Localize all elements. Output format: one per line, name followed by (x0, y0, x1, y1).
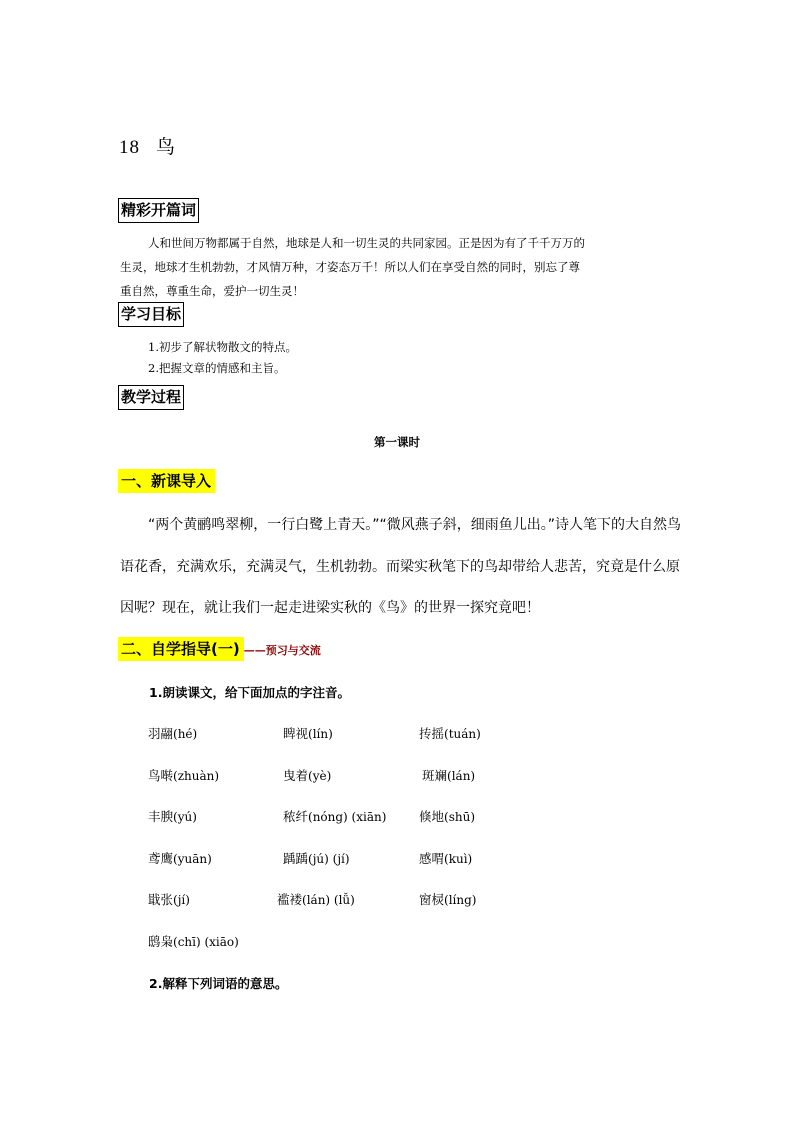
pinyin-word (419, 807, 475, 825)
pinyin-word (148, 890, 190, 908)
word-pinyin: (tuán) (444, 727, 481, 741)
part2-heading-row (118, 637, 321, 661)
word-pinyin: (yè) (308, 769, 332, 783)
pinyin-word (419, 724, 481, 742)
word-hanzi: 戢张 (148, 892, 174, 907)
word-pinyin: (hé) (173, 727, 198, 741)
word-pinyin: (nóng) (xiān) (308, 810, 387, 824)
pinyin-word (419, 849, 472, 867)
word-pinyin: (jú) (jí) (308, 852, 350, 866)
pinyin-word (148, 849, 212, 867)
task-2: 2.解释下列词语的意思。 (149, 976, 288, 991)
pinyin-word (277, 890, 355, 908)
pinyin-word (422, 766, 475, 784)
pinyin-word (283, 724, 333, 742)
section-opening-heading: 精彩开篇词 (118, 198, 199, 223)
word-hanzi: 窗棂 (419, 892, 445, 907)
word-hanzi: 睥视 (283, 726, 309, 741)
pinyin-word (148, 932, 239, 950)
word-hanzi: 倏地 (419, 809, 445, 824)
word-pinyin: (lín) (308, 727, 333, 741)
lesson-title (119, 132, 176, 159)
word-hanzi: 鸢鹰 (148, 851, 174, 866)
pinyin-word (283, 766, 331, 784)
intro-line: 人和世间万物都属于自然，地球是人和一切生灵的共同家园。正是因为有了千千万万的 (148, 236, 585, 250)
period-label: 第一课时 (374, 435, 420, 449)
word-pinyin: (shū) (444, 810, 475, 824)
pinyin-word (148, 807, 197, 825)
word-hanzi: 曳着 (283, 768, 309, 783)
word-pinyin: (kuì) (444, 852, 473, 866)
word-hanzi: 鸱枭 (148, 934, 174, 949)
word-hanzi: 丰腴 (148, 809, 174, 824)
part1-line: 语花香，充满欢乐，充满灵气，生机勃勃。而梁实秋笔下的鸟却带给人悲苦，究竟是什么原 (120, 559, 680, 575)
intro-line: 生灵，地球才生机勃勃，才风情万种，才姿态万千！所以人们在享受自然的同时，别忘了尊 (120, 260, 580, 274)
word-hanzi: 感喟 (419, 851, 445, 866)
word-hanzi: 鸟啭 (148, 768, 174, 783)
word-hanzi: 斑斓 (422, 768, 448, 783)
intro-paragraph (120, 231, 680, 303)
goal-item: 1.初步了解状物散文的特点。 (148, 340, 297, 354)
part1-heading: 一、新课导入 (118, 469, 215, 493)
pinyin-word (283, 849, 350, 867)
word-pinyin: (jí) (173, 893, 190, 907)
pinyin-word (148, 766, 219, 784)
word-pinyin: (yú) (173, 810, 197, 824)
word-pinyin: (líng) (444, 893, 477, 907)
part1-line: 因呢？现在，就让我们一起走进梁实秋的《鸟》的世界一探究竟吧！ (120, 600, 540, 616)
part2-subtitle: ——预习与交流 (243, 644, 321, 657)
word-pinyin: (yuān) (173, 852, 212, 866)
task-1: 1.朗读课文，给下面加点的字注音。 (149, 685, 350, 700)
word-pinyin: (lán) (lǚ) (302, 893, 355, 907)
section-process-heading: 教学过程 (118, 385, 184, 410)
word-hanzi: 踽踽 (283, 851, 309, 866)
intro-line: 重自然，尊重生命，爱护一切生灵！ (120, 284, 304, 298)
word-pinyin: (zhuàn) (173, 769, 220, 783)
part1-line: “两个黄鹂鸣翠柳，一行白鹭上青天。”“微风燕子斜，细雨鱼儿出。”诗人笔下的大自然鸟 (148, 517, 682, 533)
word-pinyin: (lán) (447, 769, 476, 783)
word-hanzi: 褴褛 (277, 892, 303, 907)
lesson-number: 18 (119, 137, 140, 158)
pinyin-word (148, 724, 197, 742)
part2-heading: 二、自学指导(一) (118, 637, 244, 661)
section-goals-heading: 学习目标 (118, 302, 184, 327)
pinyin-word (419, 890, 476, 908)
word-hanzi: 抟摇 (419, 726, 445, 741)
pinyin-word (283, 807, 386, 825)
word-hanzi: 秾纤 (283, 809, 309, 824)
word-pinyin: (chī) (xiāo) (173, 935, 239, 949)
lesson-name: 鸟 (156, 136, 177, 158)
goal-item: 2.把握文章的情感和主旨。 (148, 361, 286, 375)
word-hanzi: 羽翮 (148, 726, 174, 741)
